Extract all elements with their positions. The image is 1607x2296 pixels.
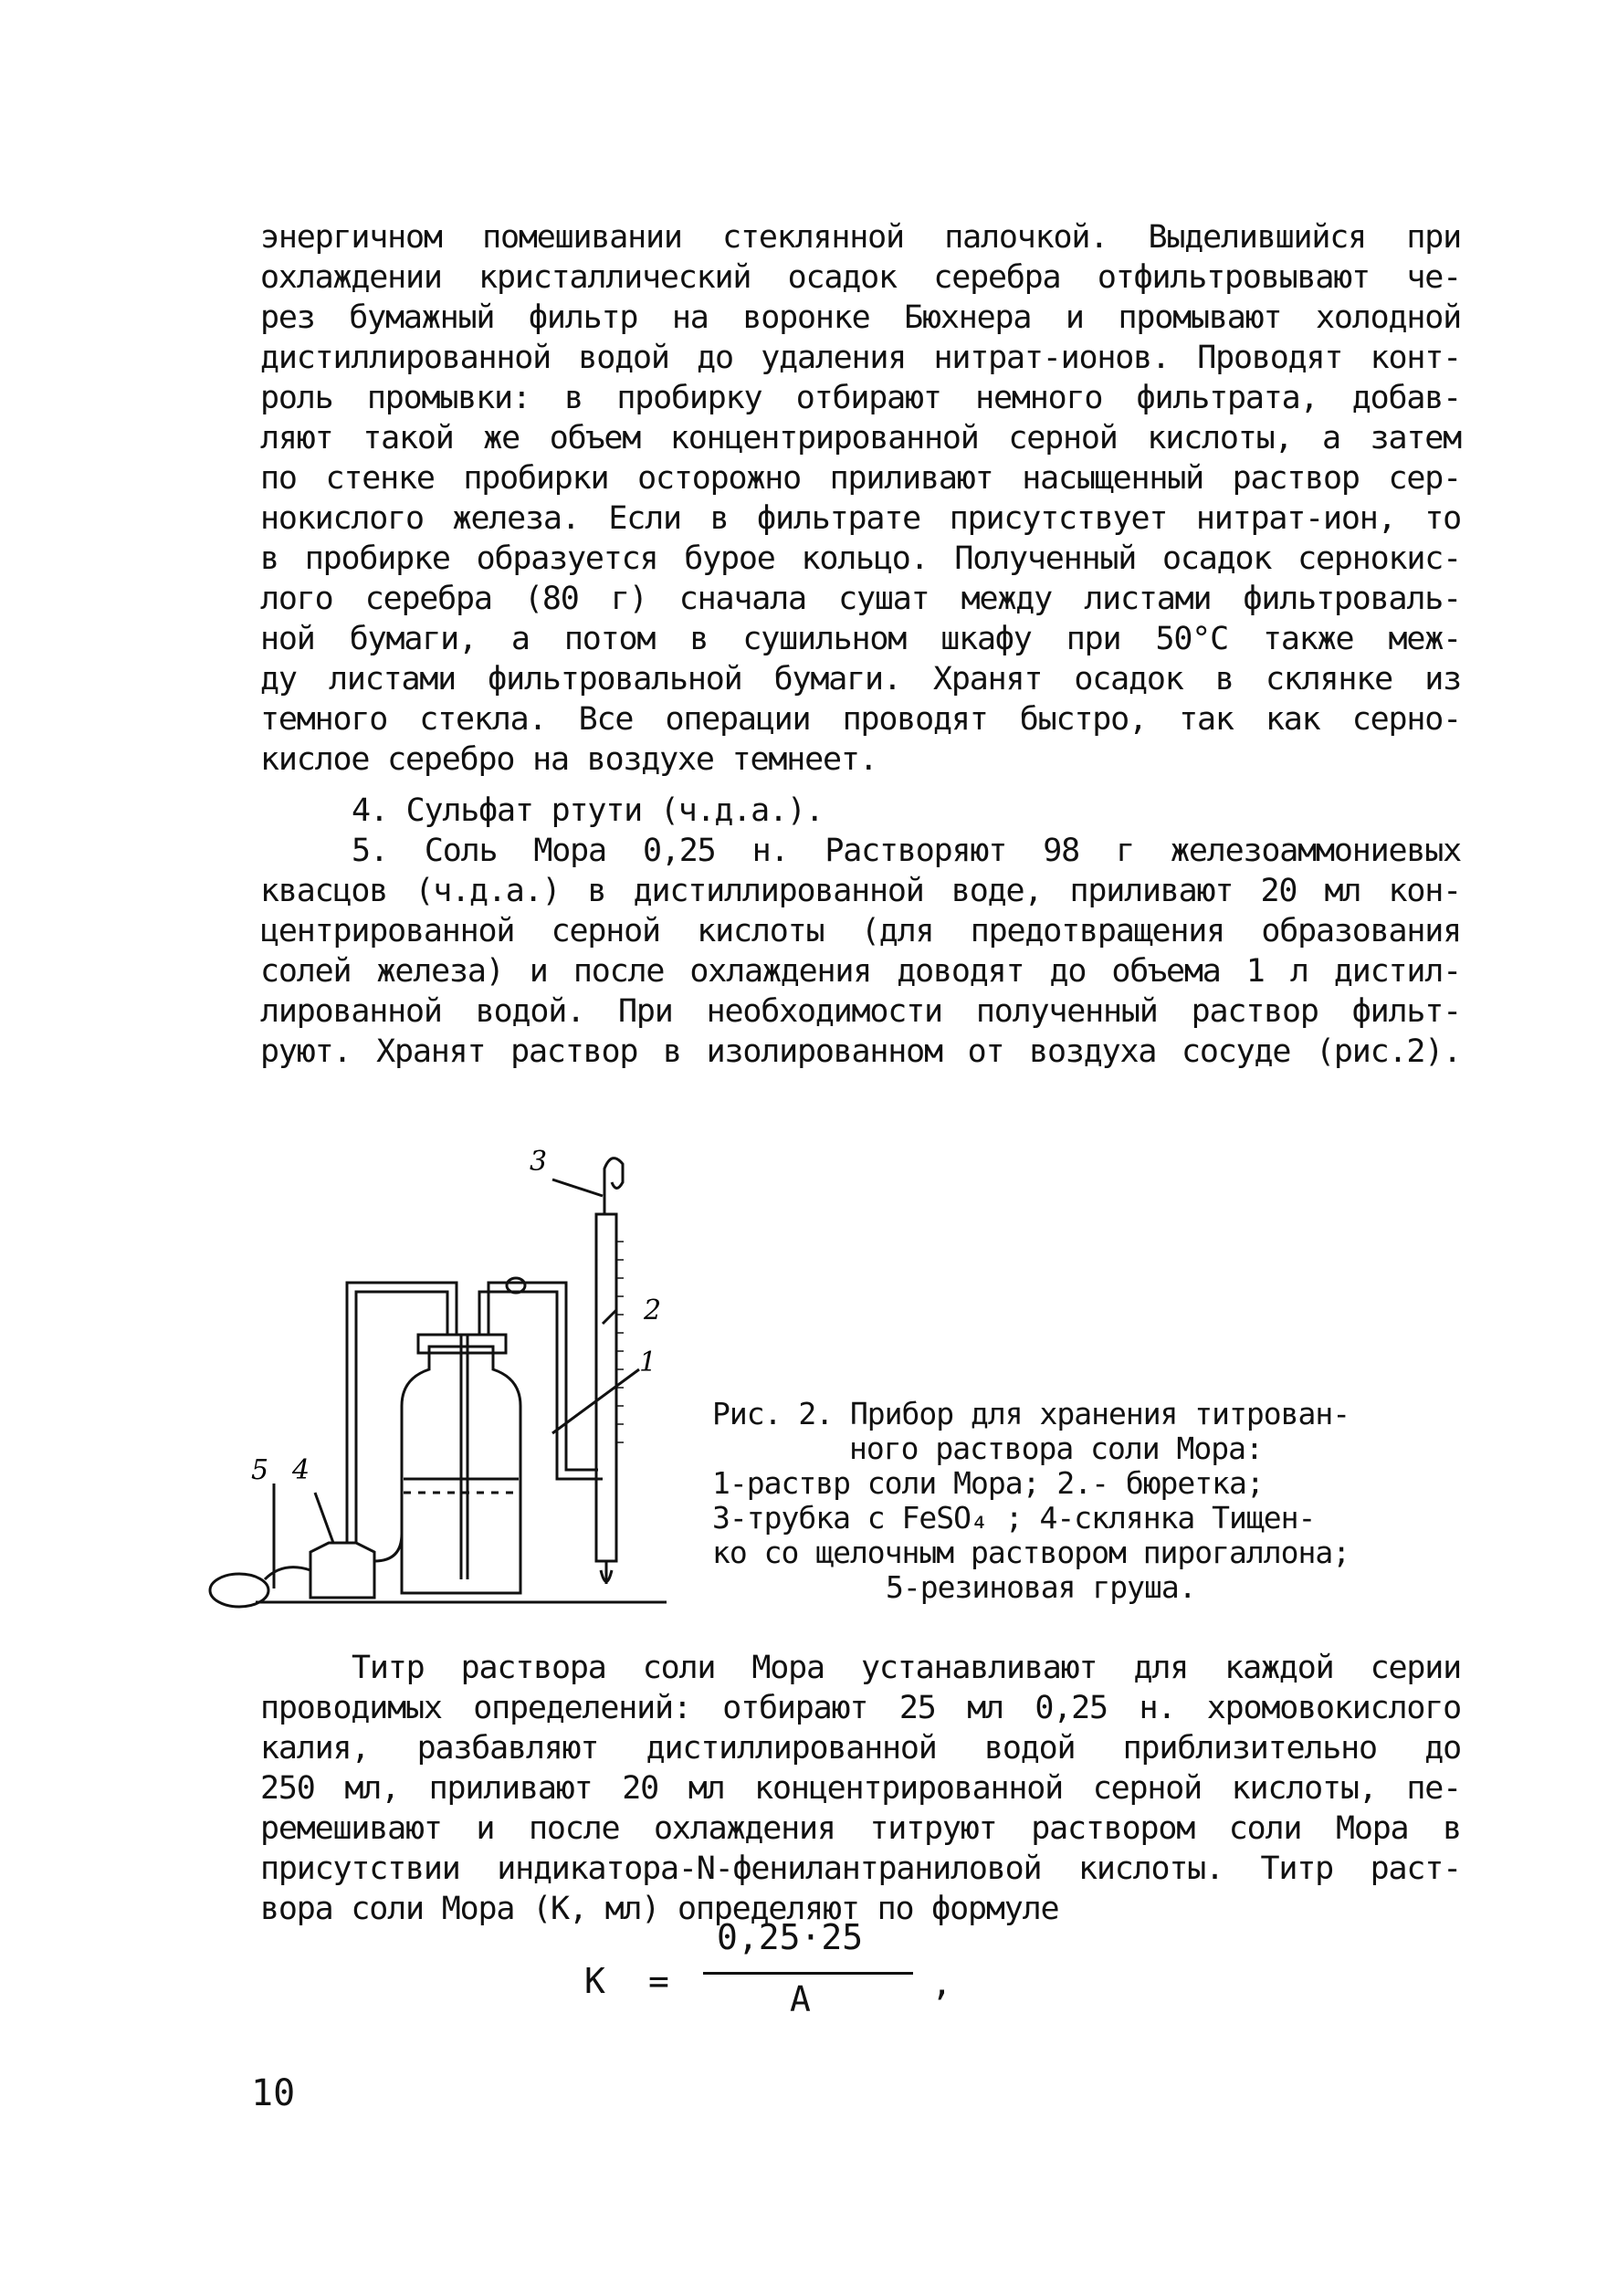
figure-label-5: 5 [251, 1454, 269, 1486]
formula-equals: = [648, 1961, 669, 2001]
caption-line: 3-трубка с FeSO₄ ; 4-склянка Тищен- [712, 1500, 1316, 1536]
body-line: ной бумаги, а потом в сушильном шкафу при 50°С также меж- [260, 621, 1461, 657]
body-line: присутствии индикатора-N-фенилантраниловой кислоты. Титр раст- [260, 1850, 1461, 1887]
body-line: в пробирке образуется бурое кольцо. Полученный осадок сернокис- [260, 540, 1461, 577]
body-line: лого серебра (80 г) сначала сушат между листами фильтроваль- [260, 581, 1461, 617]
figure-label-2: 2 [644, 1295, 662, 1326]
caption-line: ко со щелочным раствором пирогаллона; [712, 1535, 1350, 1570]
formula-numerator: 0,25·25 [717, 1917, 864, 1957]
tischenko-flask [310, 1543, 374, 1598]
body-line: Титр раствора соли Мора устанавливают для каждой серии [352, 1650, 1461, 1686]
body-line: по стенке пробирки осторожно приливают насыщенный раствор сер- [260, 460, 1461, 497]
formula-comma: , [931, 1963, 952, 2003]
caption-line: ного раствора соли Мора: [849, 1431, 1263, 1466]
caption-line: Рис. 2. Прибор для хранения титрован- [712, 1396, 1350, 1431]
figure-label-1: 1 [639, 1347, 657, 1379]
formula-lhs: К [584, 1961, 605, 2001]
body-line: нокислого железа. Если в фильтрате присутствует нитрат-ион, то [260, 500, 1461, 537]
body-line: темного стекла. Все операции проводят быстро, так как серно- [260, 701, 1461, 738]
body-line: ду листами фильтровальной бумаги. Хранят осадок в склянке из [260, 661, 1461, 697]
body-line: роль промывки: в пробирку отбирают немного фильтрата, добав- [260, 380, 1461, 416]
list-item-4: 4. Сульфат ртути (ч.д.а.). [352, 792, 824, 829]
body-line: 250 мл, приливают 20 мл концентрированной серной кислоты, пе- [260, 1770, 1461, 1807]
body-line: квасцов (ч.д.а.) в дистиллированной воде, приливают 20 мл кон- [260, 873, 1461, 909]
body-line: лированной водой. При необходимости полученный раствор фильт- [260, 993, 1461, 1030]
body-line: кислое серебро на воздухе темнеет. [260, 741, 877, 778]
body-line: проводимых определений: отбирают 25 мл 0,25 н. хромовокислого [260, 1690, 1461, 1726]
body-line: вора соли Мора (К, мл) определяют по формуле [260, 1891, 1059, 1927]
body-line: центрированной серной кислоты (для предотвращения образования [260, 913, 1461, 949]
body-line: калия, разбавляют дистиллированной водой приблизительно до [260, 1730, 1461, 1767]
body-line: рез бумажный фильтр на воронке Бюхнера и промывают холодной [260, 299, 1461, 336]
body-line: ремешивают и после охлаждения титруют раствором соли Мора в [260, 1810, 1461, 1847]
body-line: солей железа) и после охлаждения доводят до объема 1 л дистил- [260, 953, 1461, 990]
caption-line: 1-раствр соли Мора; 2.- бюретка; [712, 1465, 1264, 1501]
apparatus-figure [183, 1132, 694, 1643]
formula-denominator: А [790, 1979, 811, 2019]
feso4-tube [604, 1158, 623, 1214]
figure-caption [712, 1397, 1461, 1605]
body-line: энергичном помешивании стеклянной палочкой. Выделившийся при [260, 219, 1461, 256]
figure-label-3: 3 [530, 1146, 548, 1178]
page-number: 10 [251, 2072, 296, 2114]
body-line: руют. Хранят раствор в изолированном от воздуха сосуде (рис.2). [260, 1033, 1461, 1070]
body-line: охлаждении кристаллический осадок серебра отфильтровывают че- [260, 259, 1461, 296]
fraction-bar [703, 1972, 913, 1975]
rubber-tube [265, 1567, 310, 1579]
caption-line: 5-резиновая груша. [886, 1569, 1196, 1605]
body-line: ляют такой же объем концентрированной серной кислоты, а затем [260, 420, 1461, 456]
list-item-5: 5. Соль Мора 0,25 н. Растворяют 98 г железоаммониевых [352, 833, 1461, 869]
rubber-bulb [210, 1574, 268, 1607]
titre-formula [584, 1917, 968, 2027]
body-line: дистиллированной водой до удаления нитрат-ионов. Проводят конт- [260, 340, 1461, 376]
figure-label-4: 4 [292, 1454, 310, 1486]
